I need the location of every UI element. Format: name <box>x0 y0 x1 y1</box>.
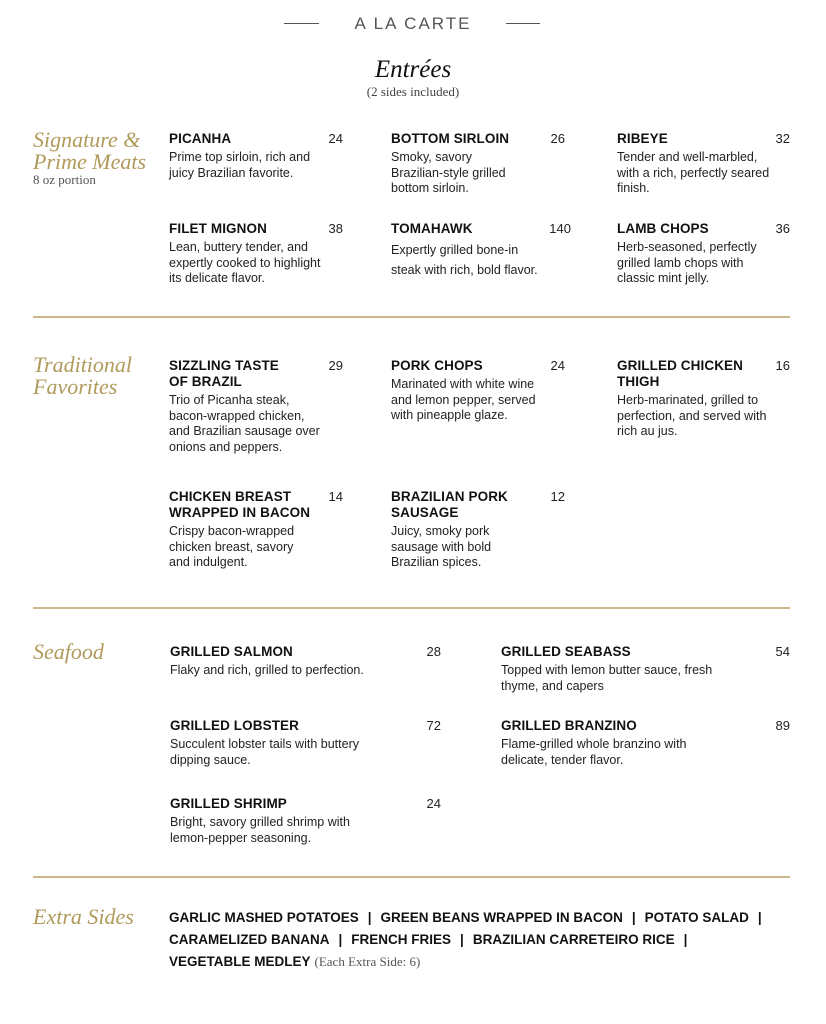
section-title-line: Favorites <box>33 374 118 399</box>
item-name: TOMAHAWK <box>391 221 473 236</box>
item-name: SIZZLING TASTE OF BRAZIL <box>169 358 279 389</box>
section-title-extra-sides: Extra Sides <box>33 904 134 929</box>
item-price: 28 <box>426 644 441 659</box>
menu-item-lamb-chops <box>617 221 790 287</box>
menu-item-tomahawk <box>391 221 571 280</box>
side-item: GARLIC MASHED POTATOES <box>169 910 359 925</box>
entrees-subtitle: (2 sides included) <box>366 84 460 99</box>
menu-item-ribeye <box>617 131 790 197</box>
section-title-traditional <box>33 354 132 398</box>
item-name: GRILLED SALMON <box>170 644 293 659</box>
item-name: PICANHA <box>169 131 232 146</box>
side-item: VEGETABLE MEDLEY <box>169 954 311 969</box>
item-description: Prime top sirloin, rich and juicy Brazilian favorite. <box>169 150 311 180</box>
side-item: GREEN BEANS WRAPPED IN BACON <box>380 910 623 925</box>
portion-note: 8 oz portion <box>33 172 96 187</box>
separator: | <box>367 910 372 925</box>
item-price: 14 <box>328 489 343 504</box>
item-description: Trio of Picanha steak, bacon-wrapped chicken, and Brazilian sausage over onions and peppers. <box>169 393 320 454</box>
menu-item-bottom-sirloin <box>391 131 565 197</box>
menu-item-picanha <box>169 131 343 181</box>
item-price: 12 <box>550 489 565 504</box>
item-name: GRILLED LOBSTER <box>170 718 299 733</box>
item-name: RIBEYE <box>617 131 668 146</box>
item-description: Flame-grilled whole branzino with delicate, tender flavor. <box>501 737 687 767</box>
menu-item-pork-sausage <box>391 489 565 571</box>
item-description: Herb-seasoned, perfectly grilled lamb chops with classic mint jelly. <box>617 240 757 285</box>
menu-item-grilled-branzino <box>501 718 790 768</box>
separator: | <box>338 932 343 947</box>
side-item: CARAMELIZED BANANA <box>169 932 330 947</box>
item-description: Topped with lemon butter sauce, fresh thyme, and capers <box>501 663 713 693</box>
section-divider <box>33 607 790 609</box>
entrees-heading: Entrées <box>374 56 452 83</box>
menu-item-sizzling-taste <box>169 358 343 455</box>
section-title-line: Signature & <box>33 127 141 152</box>
menu-item-grilled-shrimp <box>170 796 441 846</box>
menu-item-grilled-seabass <box>501 644 790 694</box>
item-name: GRILLED CHICKEN THIGH <box>617 358 743 389</box>
item-description: Crispy bacon-wrapped chicken breast, savory and indulgent. <box>169 524 295 569</box>
menu-item-grilled-lobster <box>170 718 441 768</box>
extra-side-price-note: (Each Extra Side: 6) <box>314 954 421 969</box>
section-divider <box>33 876 790 878</box>
item-name: GRILLED SEABASS <box>501 644 631 659</box>
section-title-signature <box>33 129 146 173</box>
menu-item-pork-chops <box>391 358 565 424</box>
section-title-line: Prime Meats <box>33 149 147 174</box>
item-name: GRILLED SHRIMP <box>170 796 287 811</box>
item-price: 32 <box>775 131 790 146</box>
item-price: 54 <box>775 644 790 659</box>
extra-sides-list <box>169 907 789 973</box>
item-name: CHICKEN BREAST WRAPPED IN BACON <box>169 489 311 520</box>
item-name: BOTTOM SIRLOIN <box>391 131 510 146</box>
item-description: Smoky, savory Brazilian-style grilled bottom sirloin. <box>391 150 506 195</box>
item-price: 36 <box>775 221 790 236</box>
side-item: FRENCH FRIES <box>351 932 452 947</box>
item-description: Tender and well-marbled, with a rich, perfectly seared finish. <box>617 150 770 195</box>
header-line-right <box>506 23 540 24</box>
item-description: Expertly grilled bone-in steak with rich, bold flavor. <box>391 243 538 277</box>
item-name: FILET MIGNON <box>169 221 267 236</box>
separator: | <box>757 910 762 925</box>
item-description: Bright, savory grilled shrimp with lemon-pepper seasoning. <box>170 815 350 845</box>
item-price: 24 <box>328 131 343 146</box>
item-name: LAMB CHOPS <box>617 221 709 236</box>
menu-item-grilled-salmon <box>170 644 441 679</box>
item-description: Marinated with white wine and lemon pepper, served with pineapple glaze. <box>391 377 536 422</box>
item-price: 26 <box>550 131 565 146</box>
item-price: 24 <box>426 796 441 811</box>
menu-item-chicken-breast <box>169 489 343 571</box>
item-price: 24 <box>550 358 565 373</box>
item-description: Lean, buttery tender, and expertly cooked to highlight its delicate flavor. <box>169 240 321 285</box>
separator: | <box>460 932 464 947</box>
side-item: POTATO SALAD <box>644 910 749 925</box>
page-title: A LA CARTE <box>354 14 472 33</box>
item-price: 89 <box>775 718 790 733</box>
item-name: BRAZILIAN PORK SAUSAGE <box>391 489 508 520</box>
menu-item-filet-mignon <box>169 221 343 287</box>
side-item: BRAZILIAN CARRETEIRO RICE <box>472 932 675 947</box>
item-description: Juicy, smoky pork sausage with bold Brazilian spices. <box>391 524 492 569</box>
item-price: 72 <box>426 718 441 733</box>
separator: | <box>631 910 636 925</box>
menu-item-chicken-thigh <box>617 358 790 440</box>
item-price: 29 <box>328 358 343 373</box>
separator: | <box>683 932 688 947</box>
item-description: Succulent lobster tails with buttery dipping sauce. <box>170 737 359 767</box>
item-price: 16 <box>775 358 790 373</box>
section-title-line: Traditional <box>33 352 133 377</box>
item-description: Flaky and rich, grilled to perfection. <box>170 663 364 677</box>
item-description: Herb-marinated, grilled to perfection, and served with rich au jus. <box>617 393 767 438</box>
item-price: 38 <box>328 221 343 236</box>
item-name: PORK CHOPS <box>391 358 483 373</box>
section-title-seafood: Seafood <box>33 639 104 664</box>
section-divider <box>33 316 790 318</box>
item-name: GRILLED BRANZINO <box>501 718 637 733</box>
item-price: 140 <box>549 221 571 236</box>
